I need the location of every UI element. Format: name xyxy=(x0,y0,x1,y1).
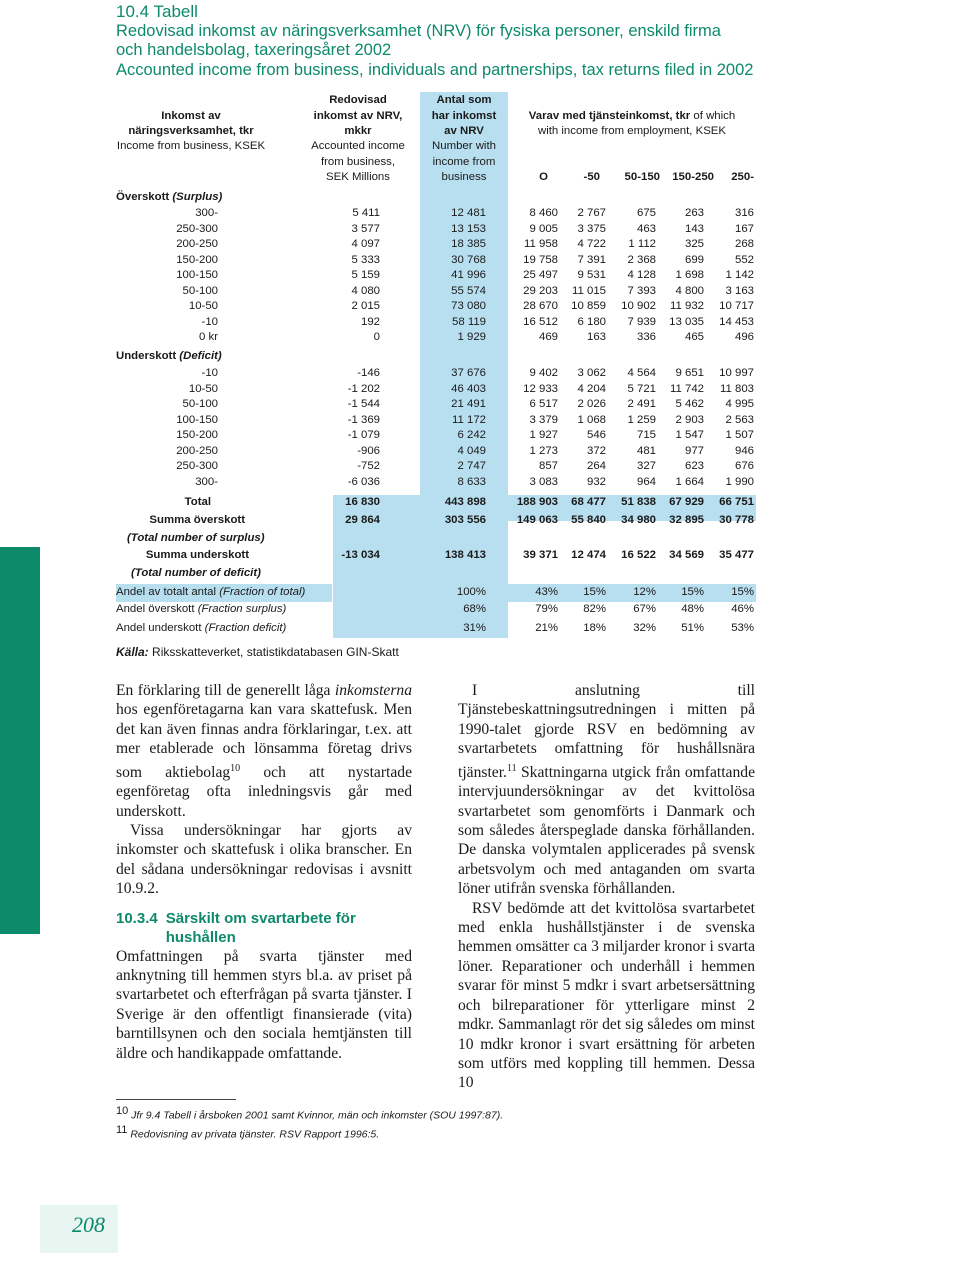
left-paragraph-3: Omfattningen på svarta tjänster med anknytning till hemmen styrs bl.a. av priset på svartarbetet och efterfrågan på svarta tjänster. I Sverige är den offentligt finansierade (vita) barntillsynen och den sociala hemtjänsten till äldre och handikappade omfattande. xyxy=(116,947,412,1062)
table-cell: 6 180 xyxy=(577,315,606,328)
fraction-cell: 31% xyxy=(463,622,486,634)
table-cell: 1 547 xyxy=(675,429,704,441)
head3-line4: Number with xyxy=(432,140,496,152)
footnote-rule xyxy=(116,1099,236,1100)
side-tab-text-wrap xyxy=(0,660,40,900)
summary-cell: 51 838 xyxy=(621,496,656,508)
head4-rest: of which xyxy=(690,110,736,122)
table-cell: 316 xyxy=(734,207,754,219)
table-cell: 8 460 xyxy=(529,207,558,219)
subcol-1: -50 xyxy=(583,171,600,183)
table-cell: 16 512 xyxy=(523,315,558,328)
section-heading xyxy=(116,909,412,947)
table-cell: 268 xyxy=(734,238,754,250)
table-cell: 11 958 xyxy=(524,238,558,250)
table-cell: 9 402 xyxy=(529,367,558,379)
table-cell: 167 xyxy=(734,222,754,235)
table-cell: 5 411 xyxy=(352,207,380,219)
table-cell: 28 670 xyxy=(523,300,558,312)
table-cell: 21 491 xyxy=(451,398,486,410)
table-cell: 1 112 xyxy=(628,238,656,250)
table-source xyxy=(116,645,399,659)
table-cell: 9 651 xyxy=(675,367,704,379)
summary-cell: 55 840 xyxy=(571,514,606,526)
table-cell: 2 903 xyxy=(675,413,704,426)
table-number: 10.4 Tabell xyxy=(116,2,198,21)
fraction-cell: 51% xyxy=(681,622,704,634)
table-cell: 2 026 xyxy=(577,398,606,410)
table-cell: 3 379 xyxy=(529,413,558,426)
fraction-cell: 67% xyxy=(633,603,656,615)
table-cell: 58 119 xyxy=(452,315,486,328)
table-cell: 946 xyxy=(734,444,754,457)
head4-line1 xyxy=(508,109,756,123)
table-cell: 11 742 xyxy=(670,382,704,395)
summary-label: Summa överskott xyxy=(149,514,245,526)
table-cell: 964 xyxy=(636,475,656,488)
head3-line5: income from xyxy=(432,156,496,168)
table-header xyxy=(116,2,816,80)
fraction-label-sv: Andel underskott xyxy=(116,622,202,634)
footnote-ref-10: 10 xyxy=(230,762,241,774)
row-label: 0 kr xyxy=(199,331,218,343)
surplus-label-en: (Surplus) xyxy=(172,191,223,203)
table-cell: 4 722 xyxy=(577,238,606,250)
summary-cell: 68 477 xyxy=(571,496,606,508)
table-cell: 8 633 xyxy=(457,475,486,488)
summary-cell: 138 413 xyxy=(444,549,486,561)
source-label: Källa: xyxy=(116,645,149,659)
table-cell: 163 xyxy=(586,331,606,343)
summary-cell: 66 751 xyxy=(719,496,754,508)
table-cell: 1 698 xyxy=(675,269,704,281)
table-cell: 12 933 xyxy=(523,382,558,395)
table-cell: 675 xyxy=(636,207,656,219)
table-cell: -1 369 xyxy=(347,413,380,426)
fraction-label-en: (Fraction surplus) xyxy=(197,603,287,615)
footnote-10-number: 10 xyxy=(116,1105,129,1117)
row-label: 10-50 xyxy=(188,300,218,312)
head4-bold: Varav med tjänsteinkomst, tkr xyxy=(528,110,691,122)
table-cell: 4 995 xyxy=(725,398,754,410)
deficit-label: Underskott xyxy=(116,350,177,362)
fraction-row-label xyxy=(116,602,286,616)
table-cell: -146 xyxy=(357,367,380,379)
fraction-cell: 68% xyxy=(463,603,486,615)
summary-cell: 67 929 xyxy=(669,496,704,508)
deficit-label-en: (Deficit) xyxy=(179,350,222,362)
subcol-3: 150-250 xyxy=(672,171,714,183)
summary-cell: 188 903 xyxy=(516,496,558,508)
fraction-cell: 32% xyxy=(633,622,656,634)
table-cell: 546 xyxy=(586,429,606,441)
source-text: Riksskatteverket, statistikdatabasen GIN-Skatt xyxy=(148,645,399,659)
head2-line6: SEK Millions xyxy=(326,171,390,183)
right-paragraph-2: RSV bedömde att det kvittolösa svartarbetet med enkla hushållstjänster i de svenska hemmen omsätter ca 3 miljarder kronor i svarta löner. Reparationer och underhåll i hemmen svarar för minst 5 mdkr i svart arbetsersättning och bilreparationer för ytterligare minst 2 mdkr. Sammanlagt rör det sig således om minst 10 mdkr kronor i svart ersättning för arbeten som utförs med koppling till hemmen. Dessa 10 xyxy=(458,899,755,1092)
summary-cell: 16 830 xyxy=(345,496,380,508)
row-label: 200-250 xyxy=(176,238,218,250)
fraction-row-label xyxy=(116,585,305,599)
table-cell: 336 xyxy=(636,331,656,343)
table-cell: 715 xyxy=(636,429,656,441)
table-cell: 9 005 xyxy=(529,222,558,235)
fraction-cell: 15% xyxy=(731,586,754,598)
left-p1-c: och att nystartade egenföretag ofta inledningsvis går med underskott. xyxy=(116,763,412,820)
row-label: -10 xyxy=(201,315,218,328)
fraction-cell: 79% xyxy=(535,603,558,615)
table-cell: 623 xyxy=(684,460,704,472)
table-cell: 19 758 xyxy=(523,253,558,266)
fraction-label-en: (Fraction of total) xyxy=(219,586,306,598)
table-cell: 5 159 xyxy=(351,269,380,281)
row-label: 300- xyxy=(195,207,218,219)
table-cell: 143 xyxy=(684,222,704,235)
left-column xyxy=(116,681,412,1063)
table-cell: -6 036 xyxy=(347,475,380,488)
left-paragraph-1 xyxy=(116,681,412,821)
table-cell: 37 676 xyxy=(451,367,486,379)
table-cell: 2 747 xyxy=(457,460,486,472)
table-cell: 5 721 xyxy=(627,382,656,395)
table-cell: 7 939 xyxy=(627,315,656,328)
table-cell: 977 xyxy=(684,444,704,457)
summa-overskott-en: (Total number of surplus) xyxy=(127,532,265,544)
table-cell: 18 385 xyxy=(451,238,486,250)
summary-cell: 16 522 xyxy=(621,549,656,561)
table-cell: 29 203 xyxy=(523,284,558,297)
fraction-cell: 15% xyxy=(583,586,606,598)
fraction-cell: 43% xyxy=(535,586,558,598)
table-cell: 2 015 xyxy=(351,300,380,312)
summary-cell: 149 063 xyxy=(516,514,558,526)
subcol-0: O xyxy=(539,171,548,183)
table-cell: 1 664 xyxy=(675,475,704,488)
fraction-cell: 21% xyxy=(535,622,558,634)
table-cell: 4 097 xyxy=(351,238,380,250)
surplus-label: Överskott xyxy=(116,191,170,203)
table-cell: 552 xyxy=(734,253,754,266)
head3-line1: Antal som xyxy=(436,94,492,106)
footnote-11 xyxy=(116,1123,503,1142)
table-cell: 6 517 xyxy=(529,398,558,410)
summary-cell: 39 371 xyxy=(523,549,558,561)
table-cell: -1 202 xyxy=(347,382,380,395)
fraction-cell: 18% xyxy=(583,622,606,634)
fraction-cell: 48% xyxy=(681,603,704,615)
row-label: 10-50 xyxy=(188,382,218,395)
table-cell: 2 767 xyxy=(577,207,606,219)
table-cell: 2 368 xyxy=(627,253,656,266)
table-cell: 4 800 xyxy=(675,284,704,297)
footnote-11-number: 11 xyxy=(116,1123,128,1136)
right-paragraph-1 xyxy=(458,681,755,899)
table-cell: 496 xyxy=(734,331,754,343)
row-label: 50-100 xyxy=(182,398,218,410)
head3-line6: business xyxy=(441,171,487,183)
table-cell: 11 932 xyxy=(670,300,704,312)
table-cell: 263 xyxy=(684,207,704,219)
row-label: 50-100 xyxy=(182,284,218,297)
table-title-line1: Redovisad inkomst av näringsverksamhet (NRV) för fysiska personer, enskild firma xyxy=(116,21,721,40)
table-cell: 1 273 xyxy=(529,444,558,457)
left-p1-b: hos egenföretagarna kan vara skattefusk. Men det kan även finnas andra förklaringar, t.ex. att mer etablerade och lönsamma företag drivs som aktiebolag xyxy=(116,701,412,781)
row-label: 250-300 xyxy=(176,222,218,235)
table-cell: 0 xyxy=(373,331,380,343)
head3-line2: har inkomst xyxy=(431,110,497,122)
table-cell: 10 717 xyxy=(719,300,754,312)
subcol-2: 50-150 xyxy=(624,171,660,183)
table-cell: 857 xyxy=(538,460,558,472)
table-cell: 55 574 xyxy=(451,284,486,297)
table-cell: 3 163 xyxy=(725,284,754,297)
table-cell: 9 531 xyxy=(577,269,606,281)
row-label: 150-200 xyxy=(176,253,218,266)
table-cell: 12 481 xyxy=(451,207,486,219)
table-cell: 699 xyxy=(684,253,704,266)
table-cell: 1 990 xyxy=(725,475,754,488)
table-cell: 2 563 xyxy=(725,413,754,426)
table-cell: 5 333 xyxy=(351,253,380,266)
table-cell: 1 142 xyxy=(725,269,754,281)
table-cell: 3 062 xyxy=(577,367,606,379)
left-p1-italic: inkomsterna xyxy=(334,682,412,699)
table-cell: 4 204 xyxy=(577,382,606,395)
surplus-section-label xyxy=(116,190,222,204)
section-number: 10.3.4 xyxy=(116,909,158,927)
summary-cell: 443 898 xyxy=(444,496,486,508)
table-cell: 11 015 xyxy=(572,284,606,297)
summary-cell: 303 556 xyxy=(444,514,486,526)
summary-cell: 12 474 xyxy=(571,549,606,561)
summary-cell: 35 477 xyxy=(719,549,754,561)
summary-cell: 30 778 xyxy=(719,514,754,526)
side-tab-text: 10 FEL OCH FUSK xyxy=(12,725,24,850)
summary-cell: -13 034 xyxy=(341,549,380,561)
fraction-row-label xyxy=(116,621,286,635)
fraction-label-en: (Fraction deficit) xyxy=(204,622,287,634)
table-cell: 1 068 xyxy=(577,413,606,426)
table-cell: 11 172 xyxy=(452,413,486,426)
head2-line2: inkomst av NRV, xyxy=(313,110,403,122)
table-cell: 10 902 xyxy=(621,300,656,312)
row-label: 300- xyxy=(195,475,218,488)
deficit-section-label xyxy=(116,349,222,363)
row-label: 100-150 xyxy=(176,413,218,426)
head2-line3: mkkr xyxy=(344,125,372,137)
table-cell: -752 xyxy=(357,460,380,472)
left-paragraph-2: Vissa undersökningar har gjorts av inkomster och skattefusk i olika branscher. En del sådana undersökningar redovisas i avsnitt 10.9.2. xyxy=(116,822,412,898)
summary-cell: 34 569 xyxy=(669,549,704,561)
head4-line2: with income from employment, KSEK xyxy=(537,125,726,137)
table-cell: 469 xyxy=(538,331,558,343)
table-cell: 932 xyxy=(586,475,606,488)
right-p1-b: Skattningarna utgick från omfattande intervjuundersökningar av det kvittolösa svartarbetet som genomförts i Danmark och som således återspeglade danska förhållanden. De danska volymtalen applicerades på svensk arbetsvolym och med antaganden om svarta löner utifrån svenska förhållanden. xyxy=(458,763,755,898)
table-cell: 372 xyxy=(586,444,606,457)
section-title: Särskilt om svartarbete för hushållen xyxy=(165,909,356,946)
table-cell: 11 803 xyxy=(720,382,754,395)
summary-cell: 32 895 xyxy=(669,514,704,526)
table-cell: 7 391 xyxy=(577,253,606,266)
table-cell: 481 xyxy=(636,444,656,457)
page-number: 208 xyxy=(72,1212,105,1237)
table-cell: 4 128 xyxy=(627,269,656,281)
table-cell: 676 xyxy=(734,460,754,472)
table-cell: 1 507 xyxy=(725,429,754,441)
row-label: -10 xyxy=(201,367,218,379)
table-cell: 73 080 xyxy=(451,300,486,312)
fraction-cell: 46% xyxy=(731,603,754,615)
row-label: 200-250 xyxy=(176,444,218,457)
summa-underskott-en: (Total number of deficit) xyxy=(131,567,261,579)
row-label: 100-150 xyxy=(176,269,218,281)
fraction-cell: 15% xyxy=(681,586,704,598)
table-cell: -1 079 xyxy=(347,429,380,441)
summary-cell: 34 980 xyxy=(621,514,656,526)
fraction-cell: 12% xyxy=(633,586,656,598)
head1-line3: Income from business, KSEK xyxy=(116,140,266,152)
table-cell: 327 xyxy=(636,460,656,472)
head3-line3: av NRV xyxy=(444,125,484,137)
fraction-label-sv: Andel överskott xyxy=(116,603,195,615)
table-cell: 6 242 xyxy=(457,429,486,441)
table-cell: 41 996 xyxy=(451,269,486,281)
left-p1-a: En förklaring till de generellt låga xyxy=(116,682,335,699)
table-cell: 5 462 xyxy=(675,398,704,410)
table-cell: 1 929 xyxy=(457,331,486,343)
head1-line1: Inkomst av xyxy=(161,110,221,122)
table-cell: 4 564 xyxy=(627,367,656,379)
footnote-ref-11: 11 xyxy=(506,762,517,774)
table-cell: 325 xyxy=(684,238,704,250)
summary-cell: 29 864 xyxy=(345,514,380,526)
head2-line4: Accounted income xyxy=(311,140,405,152)
table-cell: 192 xyxy=(360,315,380,328)
table-cell: 264 xyxy=(586,460,606,472)
table-cell: 25 497 xyxy=(523,269,558,281)
summary-label: Summa underskott xyxy=(145,549,249,561)
subcol-4: 250- xyxy=(731,171,754,183)
table-cell: 10 997 xyxy=(719,367,754,379)
footnote-10-text: Jfr 9.4 Tabell i årsboken 2001 samt Kvinnor, män och inkomster (SOU 1997:87). xyxy=(131,1109,504,1122)
row-label: 150-200 xyxy=(176,429,218,441)
table-cell: 463 xyxy=(636,222,656,235)
table-cell: 13 035 xyxy=(669,315,704,328)
table-cell: 30 768 xyxy=(451,253,486,266)
fraction-cell: 100% xyxy=(456,586,486,598)
table-title-line2: och handelsbolag, taxeringsåret 2002 xyxy=(116,41,392,59)
table-cell: -906 xyxy=(357,444,380,457)
footnotes xyxy=(116,1104,503,1141)
table-cell: 465 xyxy=(684,331,704,343)
table-cell: 14 453 xyxy=(719,315,754,328)
fraction-label-sv: Andel av totalt antal xyxy=(116,586,217,598)
summary-label: Total xyxy=(184,496,211,508)
fraction-cell: 53% xyxy=(731,622,754,634)
table-cell: 3 083 xyxy=(529,475,558,488)
table-cell: 4 049 xyxy=(457,444,486,457)
right-column xyxy=(458,681,755,1093)
table-cell: 3 375 xyxy=(577,222,606,235)
table-cell: 2 491 xyxy=(627,398,656,410)
right-p1-a: I anslutning till Tjänstebeskattningsutredningen i mitten på 1990-talet gjorde RSV en bedömning av svartarbetets omfattning för hushållsnära tjänster. xyxy=(458,682,755,781)
table-cell: 10 859 xyxy=(571,300,606,312)
row-label: 250-300 xyxy=(176,460,218,472)
head2-line5: from business, xyxy=(320,156,396,168)
footnote-10 xyxy=(116,1104,503,1123)
head2-line1: Redovisad xyxy=(329,94,387,106)
table-cell: 3 577 xyxy=(351,222,380,235)
table-cell: 4 080 xyxy=(351,284,380,297)
head1-line2: näringsverksamhet, tkr xyxy=(128,125,254,137)
table-cell: 1 927 xyxy=(529,429,558,441)
table-cell: 7 393 xyxy=(627,284,656,297)
table-cell: 46 403 xyxy=(451,382,486,395)
table-cell: 13 153 xyxy=(451,222,486,235)
footnote-11-text: Redovisning av privata tjänster. RSV Rapport 1996:5. xyxy=(130,1128,380,1140)
fraction-cell: 82% xyxy=(583,603,606,615)
table-title-line3: Accounted income from business, individuals and partnerships, tax returns filed in 2002 xyxy=(116,60,754,79)
table-cell: 1 259 xyxy=(627,413,656,426)
table-cell: -1 544 xyxy=(347,398,380,410)
